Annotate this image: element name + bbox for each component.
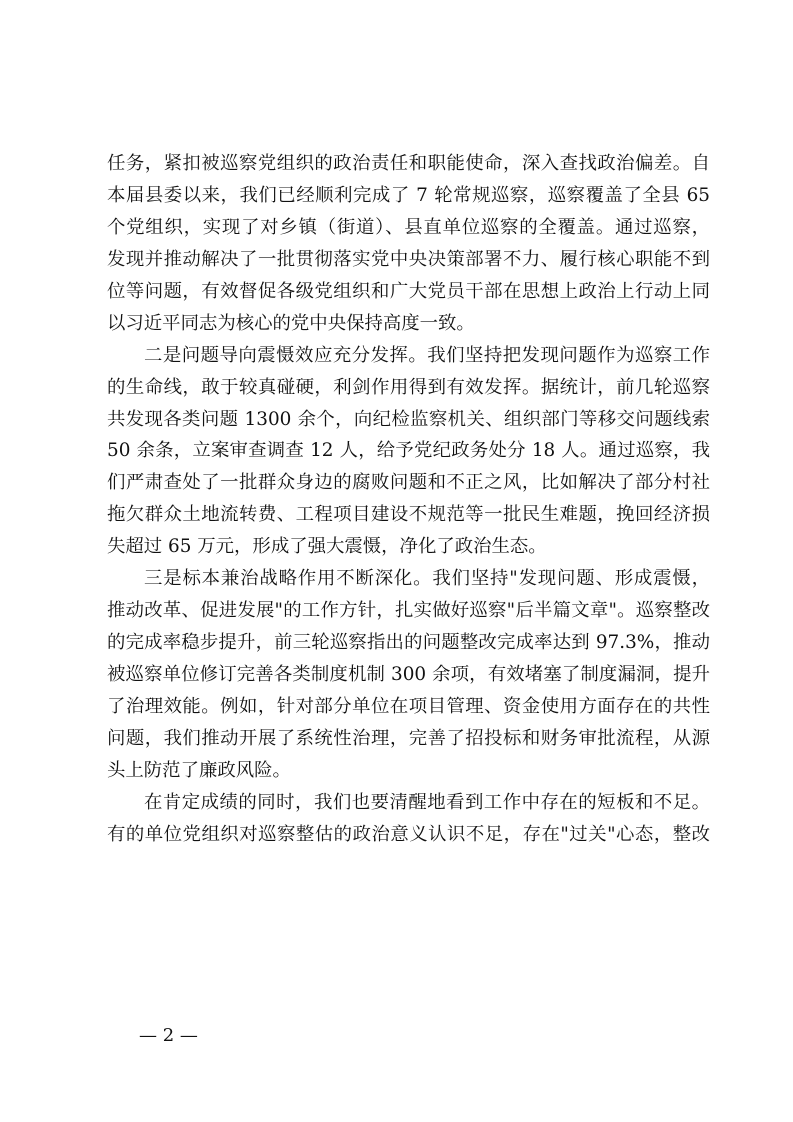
text-line: 50 余条，立案审查调查 12 人，给予党纪政务处分 18 人。通过巡察，我	[107, 440, 710, 462]
text-line: 们严肃查处了一批群众身边的腐败问题和不正之风，比如解决了部分村社	[107, 472, 710, 494]
page-number: — 2 —	[139, 1025, 198, 1046]
text-line: 共发现各类问题 1300 余个，向纪检监察机关、组织部门等移交问题线索	[107, 408, 710, 430]
text-line: 问题，我们推动开展了系统性治理，完善了招投标和财务审批流程，从源	[107, 727, 710, 749]
text-line: 的完成率稳步提升，前三轮巡察指出的问题整改完成率达到 97.3%，推动	[107, 632, 710, 654]
text-line: 头上防范了廉政风险。	[107, 759, 291, 781]
paragraph-first-line: 二是问题导向震慑效应充分发挥。我们坚持把发现问题作为巡察工作	[144, 344, 710, 366]
text-line: 本届县委以来，我们已经顺利完成了 7 轮常规巡察，巡察覆盖了全县 65	[107, 184, 710, 206]
paragraph-first-line: 三是标本兼治战略作用不断深化。我们坚持"发现问题、形成震慑，	[144, 568, 710, 590]
text-line: 个党组织，实现了对乡镇（街道）、县直单位巡察的全覆盖。通过巡察，	[107, 216, 710, 238]
text-line: 推动改革、促进发展"的工作方针，扎实做好巡察"后半篇文章"。巡察整改	[107, 600, 710, 622]
text-line: 被巡察单位修订完善各类制度机制 300 余项，有效堵塞了制度漏洞，提升	[107, 664, 710, 685]
text-line: 了治理效能。例如，针对部分单位在项目管理、资金使用方面存在的共性	[107, 695, 710, 717]
text-line: 位等问题，有效督促各级党组织和广大党员干部在思想上政治上行动上同	[107, 280, 710, 302]
body-text	[107, 148, 710, 851]
paragraph-first-line: 在肯定成绩的同时，我们也要清醒地看到工作中存在的短板和不足。	[144, 791, 710, 813]
text-line: 以习近平同志为核心的党中央保持高度一致。	[107, 312, 475, 334]
text-line: 的生命线，敢于较真碰硬，利剑作用得到有效发挥。据统计，前几轮巡察	[107, 376, 710, 398]
text-line: 失超过 65 万元，形成了强大震慑，净化了政治生态。	[107, 536, 547, 558]
text-line: 任务，紧扣被巡察党组织的政治责任和职能使命，深入查找政治偏差。自	[107, 153, 710, 174]
text-line: 有的单位党组织对巡察整估的政治意义认识不足，存在"过关"心态，整改	[107, 823, 710, 845]
text-line: 拖欠群众土地流转费、工程项目建设不规范等一批民生难题，挽回经济损	[107, 504, 710, 526]
text-line: 发现并推动解决了一批贯彻落实党中央决策部署不力、履行核心职能不到	[107, 248, 710, 270]
